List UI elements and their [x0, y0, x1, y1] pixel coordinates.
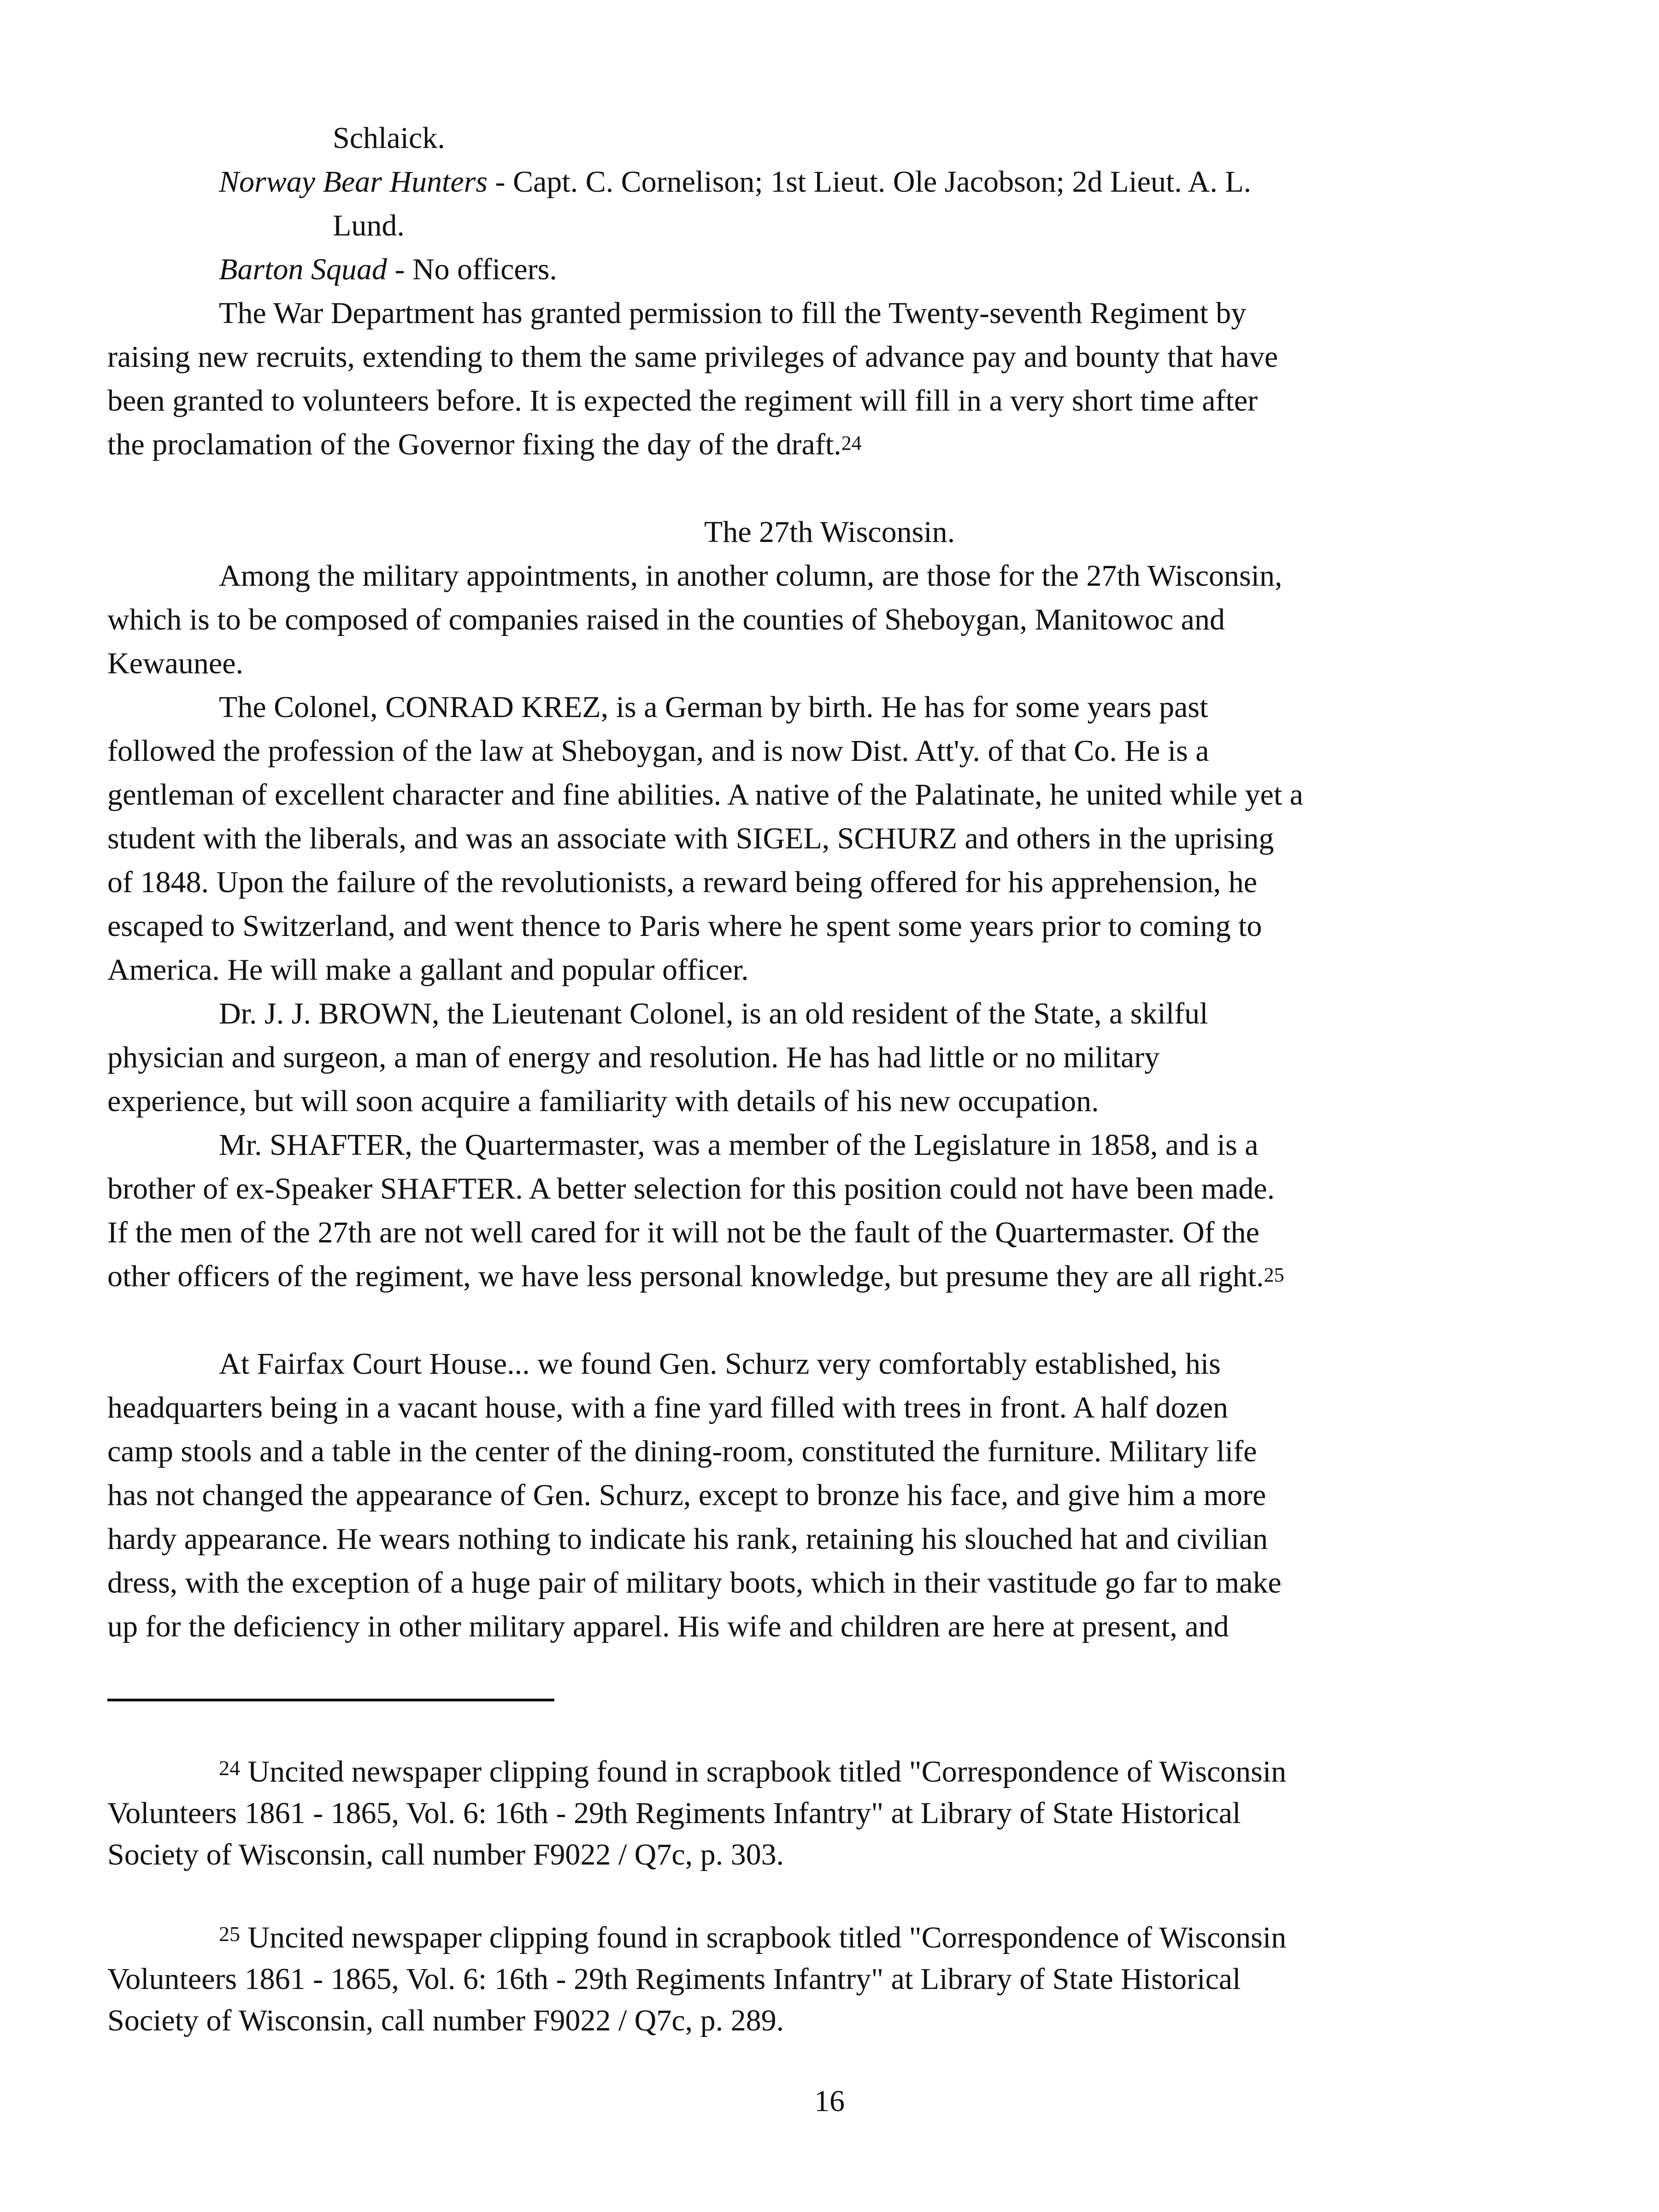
footnote-number: 25	[219, 1922, 240, 1946]
footnote-line: Volunteers 1861 - 1865, Vol. 6: 16th - 29th Regiments Infantry" at Library of State Historical	[107, 1962, 1241, 1996]
text-line: raising new recruits, extending to them the same privileges of advance pay and bounty that have	[107, 340, 1278, 374]
footnote-number: 24	[219, 1756, 240, 1780]
text-line: hardy appearance. He wears nothing to indicate his rank, retaining his slouched hat and civilian	[107, 1522, 1268, 1556]
text-line: Kewaunee.	[107, 647, 244, 680]
footnote-line: Society of Wisconsin, call number F9022 / Q7c, p. 289.	[107, 2004, 784, 2037]
text-line: up for the deficiency in other military apparel. His wife and children are here at present, and	[107, 1610, 1229, 1643]
text-line: Mr. SHAFTER, the Quartermaster, was a member of the Legislature in 1858, and is a	[219, 1128, 1259, 1162]
text-line: has not changed the appearance of Gen. Schurz, except to bronze his face, and give him a more	[107, 1478, 1266, 1512]
text-line: The War Department has granted permission to fill the Twenty-seventh Regiment by	[219, 296, 1247, 330]
footnote-line: Volunteers 1861 - 1865, Vol. 6: 16th - 29th Regiments Infantry" at Library of State Historical	[107, 1796, 1241, 1830]
text-line	[219, 160, 1251, 204]
page-number: 16	[814, 2084, 845, 2118]
footnote-line: Society of Wisconsin, call number F9022 / Q7c, p. 303.	[107, 1838, 784, 1871]
text-line: student with the liberals, and was an associate with SIGEL, SCHURZ and others in the uprising	[107, 822, 1274, 855]
text-line: Lund.	[333, 209, 405, 242]
text-line: America. He will make a gallant and popular officer.	[107, 953, 749, 987]
text-line: The Colonel, CONRAD KREZ, is a German by birth. He has for some years past	[219, 690, 1208, 724]
text-span: other officers of the regiment, we have less personal knowledge, but presume they are all right.	[107, 1259, 1264, 1293]
text-line: brother of ex-Speaker SHAFTER. A better selection for this position could not have been made.	[107, 1172, 1275, 1206]
section-heading: The 27th Wisconsin.	[704, 515, 955, 549]
company-name: Norway Bear Hunters	[219, 165, 488, 199]
text-line: Schlaick.	[333, 121, 445, 155]
text-span: the proclamation of the Governor fixing the day of the draft.	[107, 428, 841, 461]
footnote-line	[219, 1916, 1286, 1959]
text-line: dress, with the exception of a huge pair of military boots, which in their vastitude go far to make	[107, 1566, 1282, 1600]
footnote-text: Uncited newspaper clipping found in scrapbook titled "Correspondence of Wisconsin	[240, 1755, 1287, 1788]
text-line: followed the profession of the law at Sheboygan, and is now Dist. Att'y. of that Co. He is a	[107, 734, 1209, 768]
text-line: gentleman of excellent character and fine abilities. A native of the Palatinate, he united while yet a	[107, 778, 1303, 812]
text-line: which is to be composed of companies raised in the counties of Sheboygan, Manitowoc and	[107, 603, 1225, 636]
text-line	[107, 1254, 1284, 1298]
officer-list: - Capt. C. Cornelison; 1st Lieut. Ole Jacobson; 2d Lieut. A. L.	[487, 165, 1252, 199]
footnote-ref: 24	[841, 432, 862, 454]
text-line: physician and surgeon, a man of energy and resolution. He has had little or no military	[107, 1041, 1160, 1074]
text-line: If the men of the 27th are not well cared for it will not be the fault of the Quartermaster. Of the	[107, 1216, 1259, 1249]
text-line: Among the military appointments, in another column, are those for the 27th Wisconsin,	[219, 559, 1282, 593]
text-line	[219, 247, 557, 291]
company-name: Barton Squad	[219, 253, 387, 286]
text-line: of 1848. Upon the failure of the revolutionists, a reward being offered for his apprehension, he	[107, 865, 1258, 899]
text-line	[107, 423, 862, 466]
footnote-separator	[107, 1699, 554, 1701]
text-line: At Fairfax Court House... we found Gen. Schurz very comfortably established, his	[219, 1347, 1221, 1381]
text-line: been granted to volunteers before. It is expected the regiment will fill in a very short time after	[107, 384, 1258, 418]
text-line: camp stools and a table in the center of the dining-room, constituted the furniture. Military life	[107, 1435, 1257, 1468]
footnote-ref: 25	[1264, 1264, 1284, 1286]
footnote-text: Uncited newspaper clipping found in scrapbook titled "Correspondence of Wisconsin	[240, 1921, 1287, 1954]
text-line: escaped to Switzerland, and went thence to Paris where he spent some years prior to coming to	[107, 909, 1262, 943]
footnote-line	[219, 1750, 1286, 1794]
officer-list: - No officers.	[387, 253, 557, 286]
text-line: Dr. J. J. BROWN, the Lieutenant Colonel, is an old resident of the State, a skilful	[219, 997, 1208, 1030]
text-line: experience, but will soon acquire a familiarity with details of his new occupation.	[107, 1084, 1099, 1118]
text-line: headquarters being in a vacant house, with a fine yard filled with trees in front. A half dozen	[107, 1391, 1229, 1424]
